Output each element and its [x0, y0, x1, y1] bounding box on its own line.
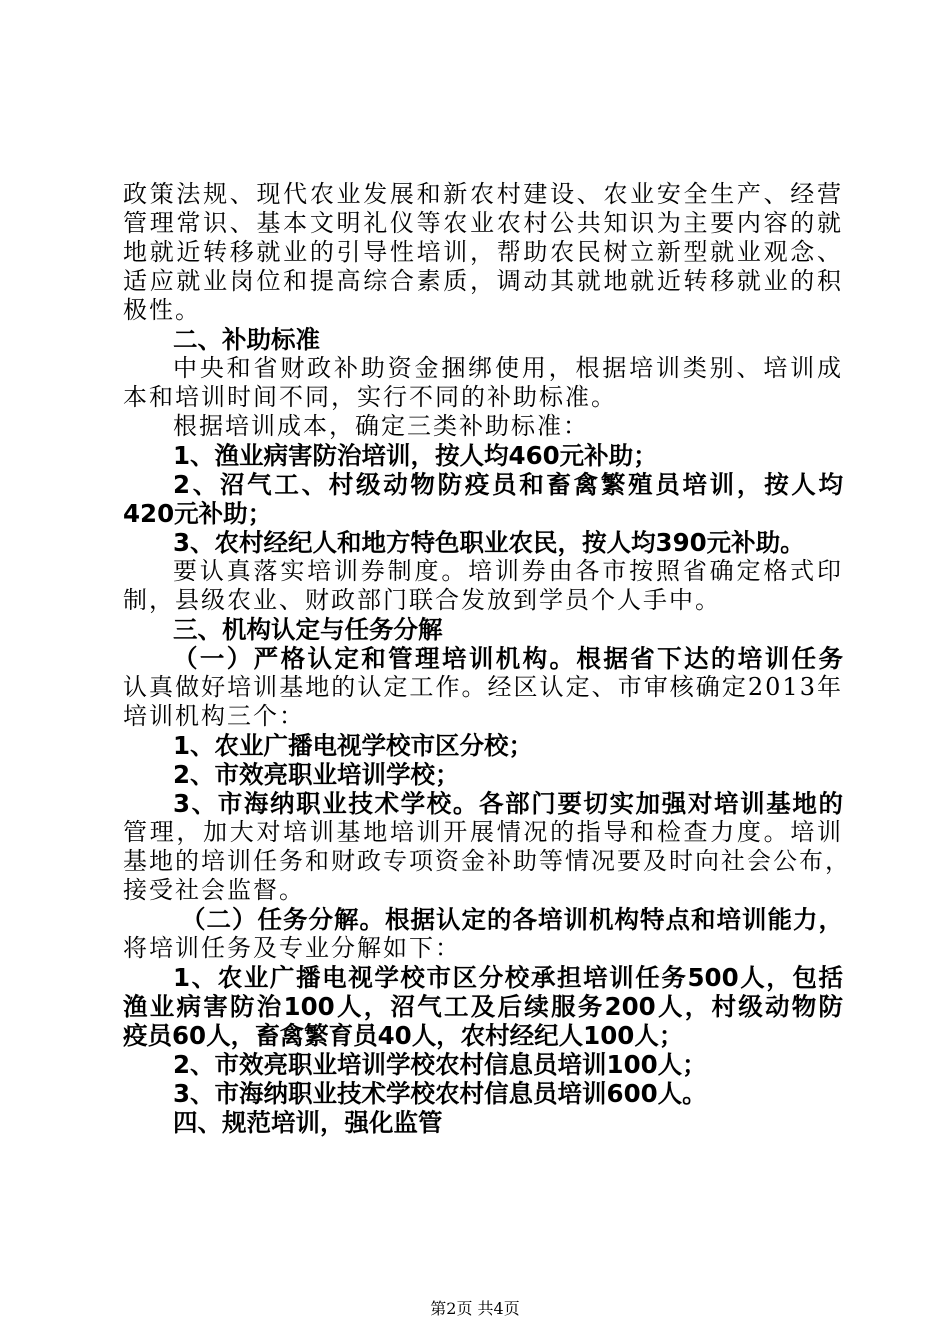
document-body	[123, 180, 851, 1137]
section-heading: 三、机构认定与任务分解	[173, 615, 443, 644]
list-item: 3、市海纳职业技术学校农村信息员培训600人。	[173, 1079, 707, 1108]
paragraph-line: 认真做好培训基地的认定工作。经区认定、市审核确定2013年	[123, 673, 843, 701]
paragraph-line: 接受社会监督。	[123, 876, 305, 904]
paragraph-line: 政策法规、现代农业发展和新农村建设、农业安全生产、经营	[123, 180, 843, 208]
page-footer: 第2页 共4页	[430, 1299, 520, 1318]
list-item: 420元补助；	[123, 499, 273, 528]
subsection-heading: （二）任务分解。根据认定的各培训机构特点和培训能力，	[181, 905, 843, 934]
paragraph-line: 极性。	[123, 296, 201, 324]
subsection-heading: （一）严格认定和管理培训机构。根据省下达的培训任务	[173, 644, 843, 673]
paragraph-line: 制，县级农业、财政部门联合发放到学员个人手中。	[123, 586, 721, 614]
paragraph-line: 管理常识、基本文明礼仪等农业农村公共知识为主要内容的就	[123, 209, 843, 237]
section-heading: 四、规范培训，强化监管	[173, 1108, 443, 1137]
list-item: 疫员60人，畜禽繁育员40人，农村经纪人100人；	[123, 1021, 684, 1050]
paragraph-line: 要认真落实培训券制度。培训券由各市按照省确定格式印	[173, 557, 843, 585]
paragraph-line: 管理，加大对培训基地培训开展情况的指导和检查力度。培训	[123, 818, 843, 846]
list-item: 1、渔业病害防治培训，按人均460元补助；	[173, 441, 658, 470]
list-item: 3、农村经纪人和地方特色职业农民，按人均390元补助。	[173, 528, 805, 557]
list-item: 2、市效亮职业培训学校；	[173, 760, 460, 789]
paragraph-line: 将培训任务及专业分解如下：	[123, 934, 461, 962]
list-item: 1、农业广播电视学校市区分校承担培训任务500人，包括	[173, 963, 843, 992]
paragraph-line: 根据培训成本，确定三类补助标准：	[173, 412, 589, 440]
paragraph-line: 本和培训时间不同，实行不同的补助标准。	[123, 383, 617, 411]
list-item: 3、市海纳职业技术学校。各部门要切实加强对培训基地的	[173, 789, 843, 818]
paragraph-line: 基地的培训任务和财政专项资金补助等情况要及时向社会公布，	[123, 847, 851, 875]
paragraph-line: 适应就业岗位和提高综合素质，调动其就地就近转移就业的积	[123, 267, 843, 295]
list-item: 2、市效亮职业培训学校农村信息员培训100人；	[173, 1050, 707, 1079]
section-heading: 二、补助标准	[173, 325, 320, 354]
list-item: 渔业病害防治100人，沼气工及后续服务200人，村级动物防	[123, 992, 843, 1021]
list-item: 1、农业广播电视学校市区分校；	[173, 731, 534, 760]
list-item: 2、沼气工、村级动物防疫员和畜禽繁殖员培训，按人均	[173, 470, 843, 499]
paragraph-line: 地就近转移就业的引导性培训，帮助农民树立新型就业观念、	[123, 238, 843, 266]
paragraph-line: 中央和省财政补助资金捆绑使用，根据培训类别、培训成	[173, 354, 843, 382]
paragraph-line: 培训机构三个：	[123, 702, 305, 730]
